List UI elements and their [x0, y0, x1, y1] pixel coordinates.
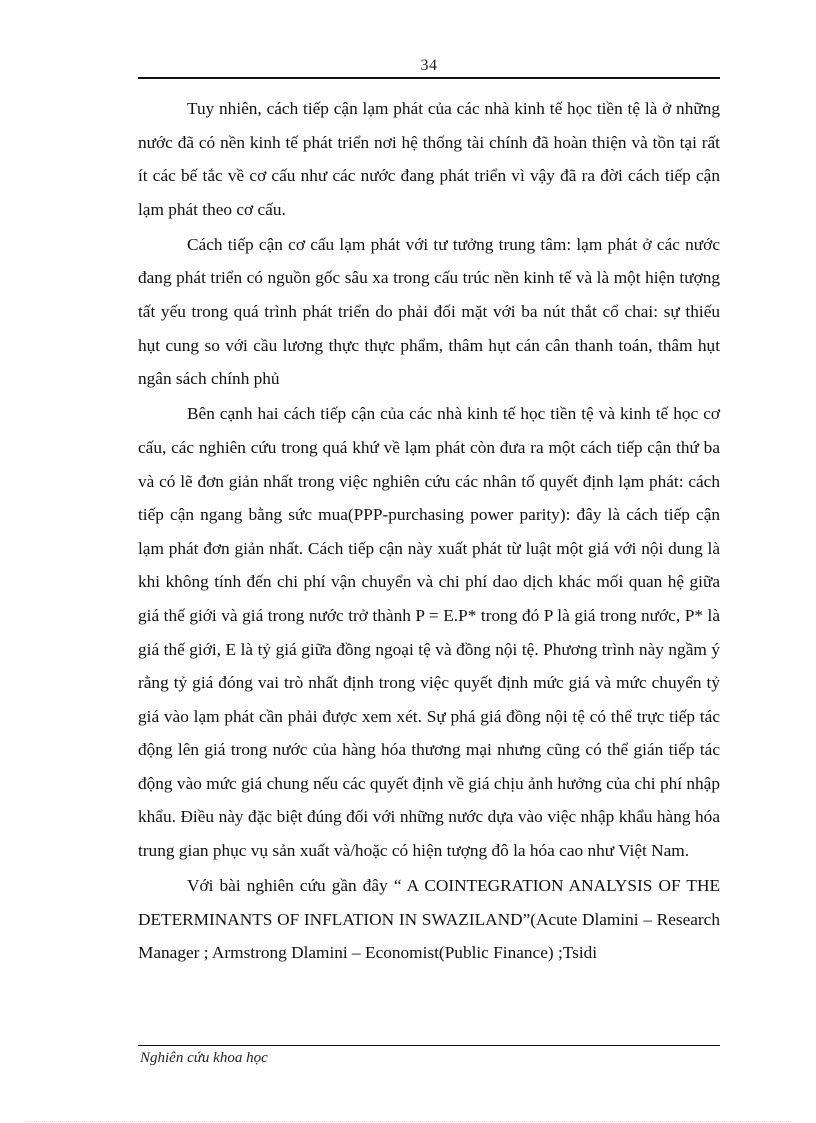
footer-rule	[138, 1045, 720, 1046]
paragraph-3: Bên cạnh hai cách tiếp cận của các nhà kinh tế học tiền tệ và kinh tế học cơ cấu, các nghiên cứu trong quá khứ về lạm phát còn đưa ra một cách tiếp cận thứ ba và có lẽ đơn giản nhất trong việc nghiên cứu các nhân tố quyết định lạm phát: cách tiếp cận ngang bằng sức mua(PPP-purchasing power parity): đây là cách tiếp cận lạm phát đơn giản nhất. Cách tiếp cận này xuất phát từ luật một giá với nội dung là khi không tính đến chi phí vận chuyển và chi phí dao dịch khác mối quan hệ giữa giá thế giới và giá trong nước trở thành P = E.P* trong đó P là giá trong nước, P* là giá thế giới, E là tỷ giá giữa đồng ngoại tệ và đồng nội tệ. Phương trình này ngầm ý rằng tỷ giá đóng vai trò nhất định trong việc quyết định mức giá và mức chuyển tỷ giá vào lạm phát cần phải được xem xét. Sự phá giá đồng nội tệ có thể trực tiếp tác động lên giá trong nước của hàng hóa thương mại nhưng cũng có thể gián tiếp tác động vào mức giá chung nếu các quyết định về giá chịu ảnh hưởng của chi phí nhập khẩu. Điều này đặc biệt đúng đối với những nước dựa vào việc nhập khẩu hàng hóa trung gian phục vụ sản xuất và/hoặc có hiện tượng đô la hóa cao như Việt Nam.	[138, 404, 720, 861]
paragraph-2: Cách tiếp cận cơ cấu lạm phát với tư tưởng trung tâm: lạm phát ở các nước đang phát triển có nguồn gốc sâu xa trong cấu trúc nền kinh tế và là một hiện tượng tất yếu trong quá trình phát triển do phải đối mặt với ba nút thắt cổ chai: sự thiếu hụt cung so với cầu lương thực thực phẩm, thâm hụt cán cân thanh toán, thâm hụt ngân sách chính phủ	[138, 234, 720, 389]
paragraph-1: Tuy nhiên, cách tiếp cận lạm phát của các nhà kinh tế học tiền tệ là ở những nước đã có nền kinh tế phát triển nơi hệ thống tài chính đã hoàn thiện và tồn tại rất ít các bế tắc về cơ cấu như các nước đang phát triển vì vậy đã ra đời cách tiếp cận lạm phát theo cơ cấu.	[138, 99, 720, 219]
page-number: 34	[420, 57, 438, 74]
footer-text: Nghiên cứu khoa học	[140, 1050, 268, 1066]
header-rule	[138, 77, 720, 79]
paragraph-4: Với bài nghiên cứu gần đây “ A COINTEGRATION ANALYSIS OF THE DETERMINANTS OF INFLATION IN SWAZILAND”(Acute Dlamini – Research Manager ; Armstrong Dlamini – Economist(Public Finance) ;Tsidi	[138, 876, 720, 963]
page-bottom-edge	[25, 1121, 791, 1122]
body-text	[138, 92, 720, 971]
